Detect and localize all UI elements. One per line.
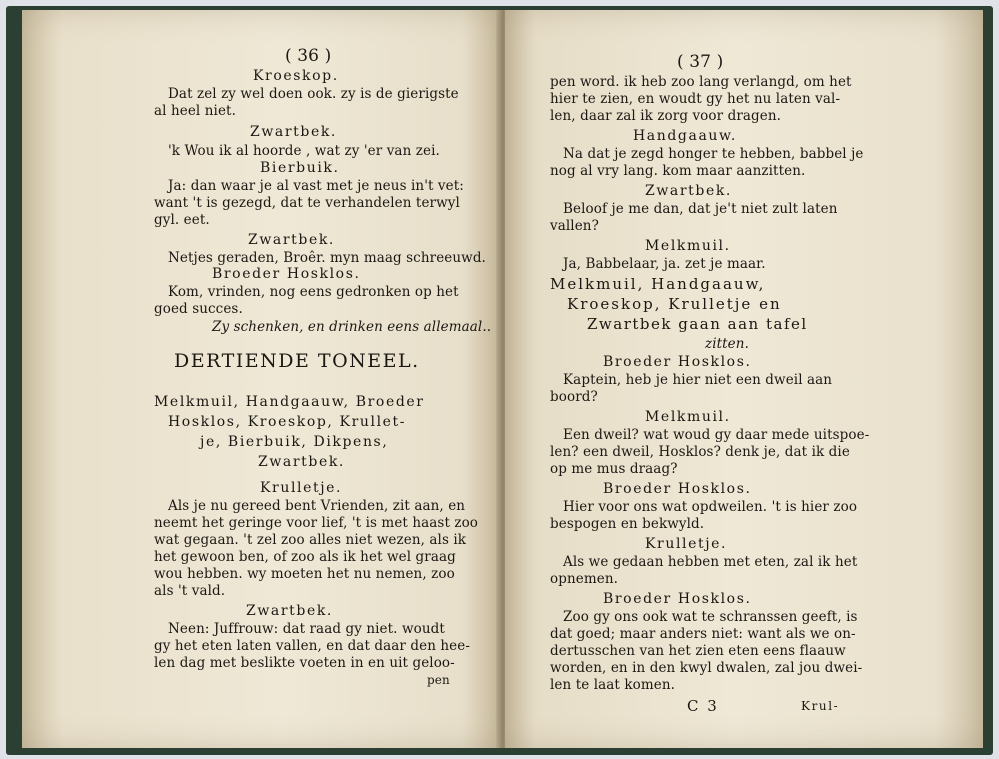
cast-line: Melkmuil, Handgaauw, [550,275,766,293]
text-line: Netjes geraden, Broêr. myn maag schreeuwd. [168,250,486,266]
speaker-heading: Melkmuil. [645,409,731,425]
text-line: gy het eten laten vallen, en dat daar den hee- [154,638,471,654]
text-line: hier te zien, en woudt gy het nu laten val- [550,91,841,107]
text-line: worden, en in den kwyl dwalen, zal jou dwei- [550,660,863,676]
text-line: als 't vald. [154,583,226,599]
speaker-heading: Handgaauw. [633,128,737,144]
text-line: 'k Wou ik al hoorde , wat zy 'er van zei. [168,143,440,159]
text-line: dat goed; maar anders niet: want als we on- [550,626,856,642]
text-line: dertusschen van het zien eten eens flaauw [550,643,846,659]
scene-heading: DERTIENDE TONEEL. [174,350,420,372]
text-line: Neen: Juffrouw: dat raad gy niet. woudt [168,621,445,637]
text-line: Als we gedaan hebben met eten, zal ik het [563,554,858,570]
text-line: goed succes. [154,301,243,317]
text-line: len te laat komen. [550,677,676,693]
catchword: pen [427,673,450,687]
text-line: bespogen en bekwyld. [550,516,705,532]
speaker-heading: Kroeskop. [253,68,339,84]
cast-line: je, Bierbuik, Dikpens, [200,434,389,450]
speaker-heading: Krulletje. [260,480,343,496]
right-page [505,10,983,748]
text-line: Ja, Babbelaar, ja. zet je maar. [563,256,766,272]
speaker-heading: Broeder Hosklos. [603,354,752,370]
cast-line: Zwartbek. [258,454,345,470]
text-line: Na dat je zegd honger te hebben, babbel je [563,146,864,162]
text-line: op me mus draag? [550,461,678,477]
text-line: pen word. ik heb zoo lang verlangd, om het [550,74,852,90]
text-line: nog al vry lang. kom maar aanzitten. [550,163,806,179]
speaker-heading: Bierbuik. [260,160,340,176]
page-number: ( 37 ) [677,52,724,72]
speaker-heading: Zwartbek. [246,603,333,619]
left-page [22,10,500,748]
text-line: gyl. eet. [154,212,210,228]
text-line: len? een dweil, Hosklos? denk je, dat ik die [550,444,850,460]
page-number: ( 36 ) [285,46,332,66]
text-line: wou hebben. wy moeten het nu nemen, zoo [154,566,455,582]
speaker-heading: Broeder Hosklos. [603,481,752,497]
signature-mark: C 3 [687,697,719,715]
text-line: len, daar zal ik zorg voor dragen. [550,108,782,124]
cast-line: Zwartbek gaan aan tafel [587,315,808,333]
catchword: Krul- [801,699,840,713]
speaker-heading: Zwartbek. [250,124,337,140]
cast-line: Melkmuil, Handgaauw, Broeder [154,394,425,410]
speaker-heading: Zwartbek. [645,183,732,199]
text-line: vallen? [550,218,599,234]
stage-direction: Zy schenken, en drinken eens allemaal.. [212,319,492,335]
text-line: Zoo gy ons ook wat te schranssen geeft, is [563,609,858,625]
text-line: opnemen. [550,571,619,587]
cast-line: Hosklos, Kroeskop, Krullet- [168,414,407,430]
text-line: Dat zel zy wel doen ook. zy is de gierigste [168,86,459,102]
text-line: het gewoon ben, of zoo als ik het wel graag [154,549,456,565]
text-line: Een dweil? wat woud gy daar mede uitspoe- [563,427,870,443]
text-line: want 't is gezegd, dat te verhandelen terwyl [154,195,460,211]
text-line: wat gegaan. 't zel zoo alles niet wezen, als ik [154,532,467,548]
speaker-heading: Broeder Hosklos. [603,591,752,607]
speaker-heading: Krulletje. [645,536,728,552]
stage-direction: zitten. [705,336,749,352]
speaker-heading: Zwartbek. [248,232,335,248]
text-line: Ja: dan waar je al vast met je neus in't vet: [168,178,464,194]
text-line: neemt het geringe voor lief, 't is met haast zoo [154,515,479,531]
speaker-heading: Melkmuil. [645,238,731,254]
text-line: len dag met beslikte voeten in en uit geloo- [154,655,455,671]
text-line: Beloof je me dan, dat je't niet zult laten [563,201,838,217]
text-line: al heel niet. [154,103,236,119]
text-line: Kaptein, heb je hier niet een dweil aan [563,372,833,388]
speaker-heading: Broeder Hosklos. [212,266,361,282]
text-line: Hier voor ons wat opdweilen. 't is hier zoo [563,499,858,515]
text-line: Kom, vrinden, nog eens gedronken op het [168,284,459,300]
text-line: boord? [550,389,598,405]
text-line: Als je nu gereed bent Vrienden, zit aan, en [168,498,466,514]
cast-line: Kroeskop, Krulletje en [567,295,782,313]
